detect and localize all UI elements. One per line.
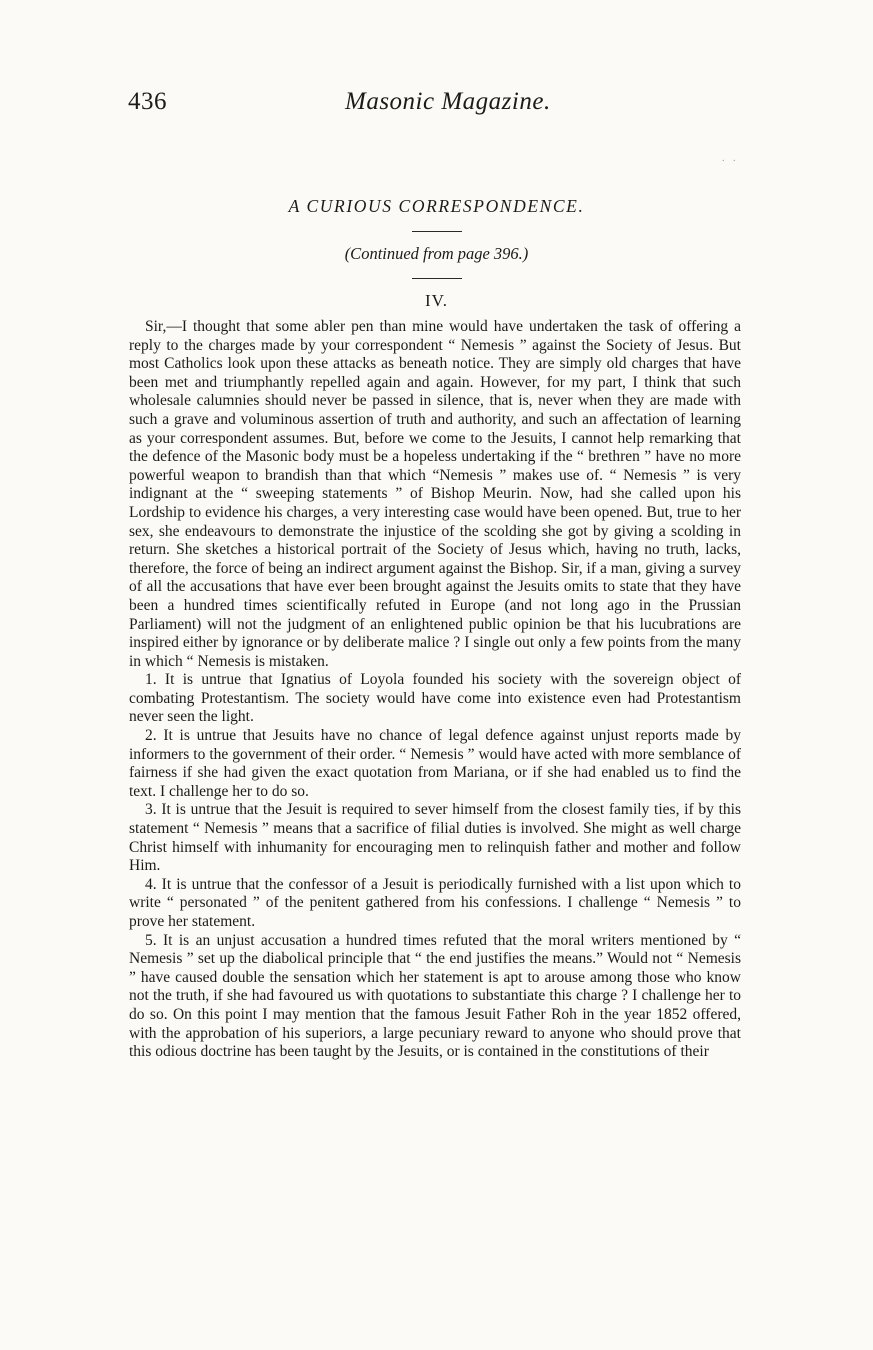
paragraph-point-5: 5. It is an unjust accusation a hundred times refuted that the moral writers mentioned by “ Nemesis ” set up the diabolical principle that “ the end justifies the means.” Would not “ Nemesis ” have caused double the sensation which her statement is apt to arouse among those who know not the truth, if she had favoured us with quotations to substantiate this charge ? I challenge her to do so. On this point I may mention that the famous Jesuit Father Roh in the year 1852 offered, with the approbation of his superiors, a large pecuniary reward to anyone who should prove that this odious doctrine has been taught by the Jesuits, or is contained in the constitutions of their	[129, 931, 741, 1061]
paragraph-point-2: 2. It is untrue that Jesuits have no chance of legal defence against unjust reports made by informers to the government of their order. “ Nemesis ” would have acted with more semblance of fairness if she had given the exact quotation from Mariana, or if she had enabled us to find the text. I challenge her to do so.	[129, 727, 741, 800]
article-body	[129, 318, 741, 1062]
print-speck: . .	[722, 153, 739, 164]
continued-rule	[412, 278, 462, 279]
continued-note: (Continued from page 396.)	[344, 244, 529, 263]
paragraph-point-3: 3. It is untrue that the Jesuit is required to sever himself from the closest family ties, if by this statement “ Nemesis ” means that a sacrifice of filial duties is involved. She might as well charge Christ himself with inhumanity for encouraging men to relinquish father and mother and follow Him.	[129, 801, 741, 875]
paragraph-intro: Sir,—I thought that some abler pen than mine would have undertaken the task of offering a reply to the charges made by your correspondent “ Nemesis ” against the Society of Jesus. But most Catholics look upon these attacks as beneath notice. They are simply old charges that have been met and triumphantly repelled again and again. However, for my part, I think that such wholesale calumnies should never be passed in silence, that is, never when they are made with such a grave and voluminous assertion of truth and authority, and such an affectation of learning as your correspondent assumes. But, before we come to the Jesuits, I cannot help remarking that the defence of the Masonic body must be a hopeless undertaking if the “ brethren ” have no more powerful weapon to brandish than that which “Nemesis ” makes use of. “ Nemesis ” is very indignant at the “ sweeping statements ” of Bishop Meurin. Now, had she called upon his Lordship to evidence his charges, a very interesting case would have been opened. But, true to her sex, she endeavours to demonstrate the injustice of the scolding she got by giving a scolding in return. She sketches a historical portrait of the Society of Jesus which, having no truth, lacks, therefore, the force of being an indirect argument against the Bishop. Sir, if a man, giving a survey of all the accusations that have ever been brought against the Jesuits omits to state that they have been a hundred times scientifically refuted in Europe (and not long ago in the Prussian Parliament) will not the judgment of an enlightened public opinion be that his lucubrations are inspired either by ignorance or by deliberate malice ? I single out only a few points from the many in which “ Nemesis is mistaken.	[129, 318, 741, 670]
article-title: A CURIOUS CORRESPONDENCE.	[288, 196, 585, 216]
paragraph-point-1: 1. It is untrue that Ignatius of Loyola founded his society with the sovereign object of combating Protestantism. The society would have come into existence even had Protestantism never seen the light.	[129, 671, 741, 726]
paragraph-point-4: 4. It is untrue that the confessor of a Jesuit is periodically furnished with a list upon which to write “ personated ” of the penitent gathered from his confessions. I challenge “ Nemesis ” to prove her statement.	[129, 875, 741, 930]
running-title: Masonic Magazine.	[345, 88, 551, 115]
section-number: IV.	[425, 291, 448, 310]
title-rule	[412, 231, 462, 232]
page-number: 436	[128, 88, 167, 115]
